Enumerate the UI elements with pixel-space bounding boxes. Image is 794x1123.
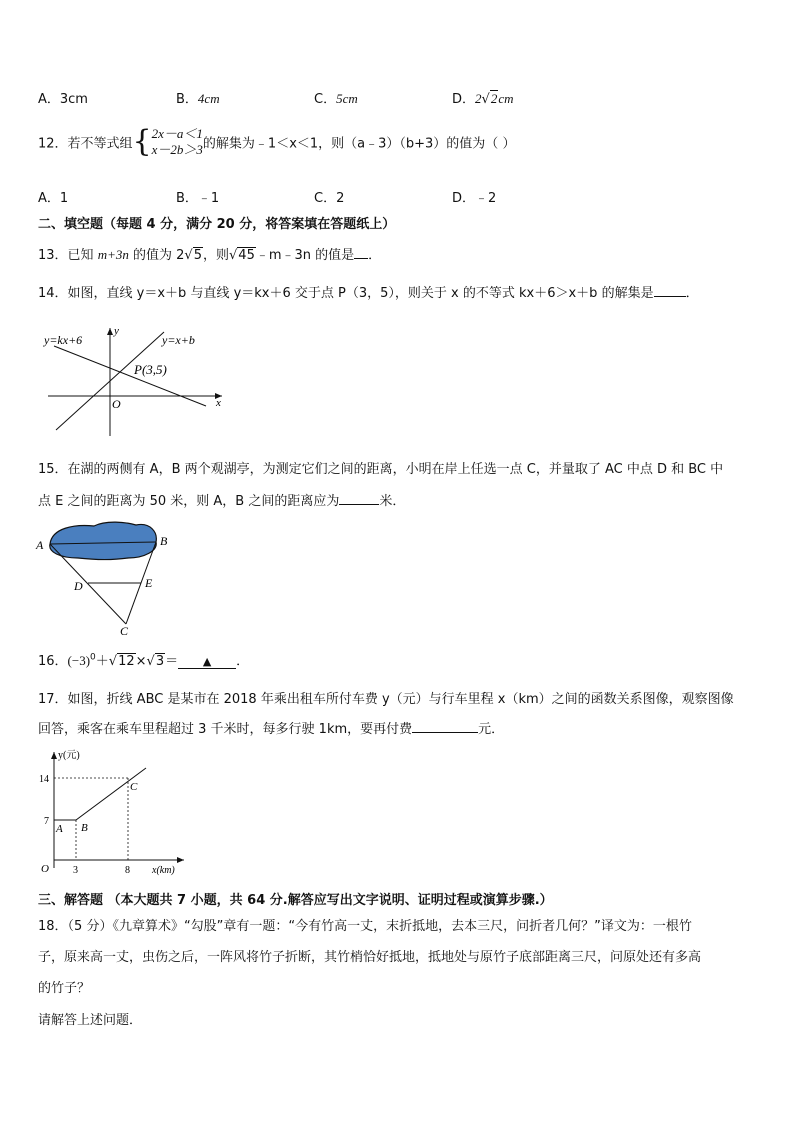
label-e: E (145, 576, 153, 590)
y-axis-arrow (51, 752, 57, 759)
label-point-b: B (81, 822, 88, 834)
label-point-p: P(3,5) (134, 362, 167, 377)
x-axis-arrow (177, 857, 184, 863)
tick-y-14: 14 (39, 774, 49, 785)
q16: 16．$(-3)^0+√12\times√3=$ ▲ ． (38, 652, 250, 669)
q18-line-3: 的竹子？ (38, 981, 91, 996)
label-y-x-b: y=x+b (162, 333, 195, 347)
q17-line-2: 回答，乘客在乘车里程超过 3 千米时，每多行驶 1km，要再付费 元． (38, 722, 505, 737)
q12-option-b: B．﹣1 (176, 191, 220, 206)
q11-option-a: A．3cm (38, 92, 88, 107)
tick-y-7: 7 (44, 816, 49, 827)
tick-x-3: 3 (73, 865, 78, 876)
label-point-a: A (56, 823, 63, 835)
label-origin: O (112, 397, 121, 411)
q17-fare-graph (36, 744, 186, 878)
lake (50, 522, 157, 559)
q12-option-c: C．2 (314, 191, 345, 206)
q15-line-1: 15．在湖的两侧有 A，B 两个观湖亭，为测定它们之间的距离，小明在岸上任选一点 C，并量取了 AC 中点 D 和 BC 中 (38, 462, 724, 477)
label-y-kx-6: y=kx+6 (44, 333, 83, 347)
q14-answer-blank (654, 284, 686, 297)
q14-stem: 14．如图，直线 y＝x＋b 与直线 y＝kx＋6 交于点 P（3，5），则关于 x 的不等式 kx＋6＞x＋b 的解集是 ． (38, 286, 699, 301)
label-y: y (114, 325, 119, 337)
label-a: A (36, 538, 44, 552)
q12-option-a: A．1 (38, 191, 69, 206)
q13-answer-blank (354, 246, 368, 259)
tick-x-8: 8 (125, 865, 130, 876)
q15-line-2: 点 E 之间的距离为 50 米，则 A，B 之间的距离应为 米． (38, 494, 406, 509)
q18-line-1: 18．（5 分）《九章算术》“勾股”章有一题：“今有竹高一丈，末折抵地，去本三尺，问折者几何？”译文为：一根竹 (38, 919, 692, 934)
y-axis-arrow (107, 328, 113, 335)
label-d: D (74, 579, 83, 593)
label-x-axis: x(km) (152, 865, 175, 876)
q16-answer-blank (178, 654, 236, 669)
label-c: C (120, 624, 129, 638)
q17-answer-blank (412, 720, 478, 733)
label-b: B (160, 534, 168, 548)
line-y-kx-plus-6 (54, 346, 206, 406)
inequality-system: 2x－a＜1 x－2b＞3 (151, 126, 203, 157)
q17-line-1: 17．如图，折线 ABC 是某市在 2018 年乘出租车所付车费 y（元）与行车里程 x（km）之间的函数关系图像，观察图像 (38, 692, 734, 707)
q12-option-d: D．﹣2 (452, 191, 497, 206)
q12-stem: 12．若不等式组{2x－a＜1 x－2b＞3的解集为﹣1＜x＜1，则（a﹣3）（b+3）的值为（ ） (38, 124, 516, 159)
triangle-icon: ▲ (202, 655, 212, 668)
q18-line-4: 请解答上述问题． (38, 1013, 143, 1028)
section-2-title: 二、填空题（每题 4 分，满分 20 分，将答案填在答题纸上） (38, 217, 396, 232)
q15-answer-blank (339, 492, 379, 505)
label-origin: O (41, 863, 49, 875)
q11-option-c: C．5cm (314, 91, 358, 107)
q13: 13．已知 m+3n 的值为 2√5，则√45﹣m﹣3n 的值是 ． (38, 247, 382, 263)
section-3-title: 三、解答题 （本大题共 7 小题，共 64 分.解答应写出文字说明、证明过程或演算步骤.） (38, 893, 553, 908)
q11-option-b: B．4cm (176, 91, 220, 107)
fare-polyline-abc (54, 768, 146, 820)
q18-line-2: 子，原来高一丈，虫伤之后，一阵风将竹子折断，其竹梢恰好抵地，抵地处与原竹子底部距离三尺，问原处还有多高 (38, 950, 702, 965)
label-y-axis: y(元) (58, 750, 80, 761)
label-point-c: C (130, 781, 138, 793)
q15-lake-figure (34, 516, 184, 638)
q14-graph (36, 320, 236, 440)
label-x: x (216, 397, 221, 409)
q11-option-d: D．2√2cm (452, 91, 514, 107)
